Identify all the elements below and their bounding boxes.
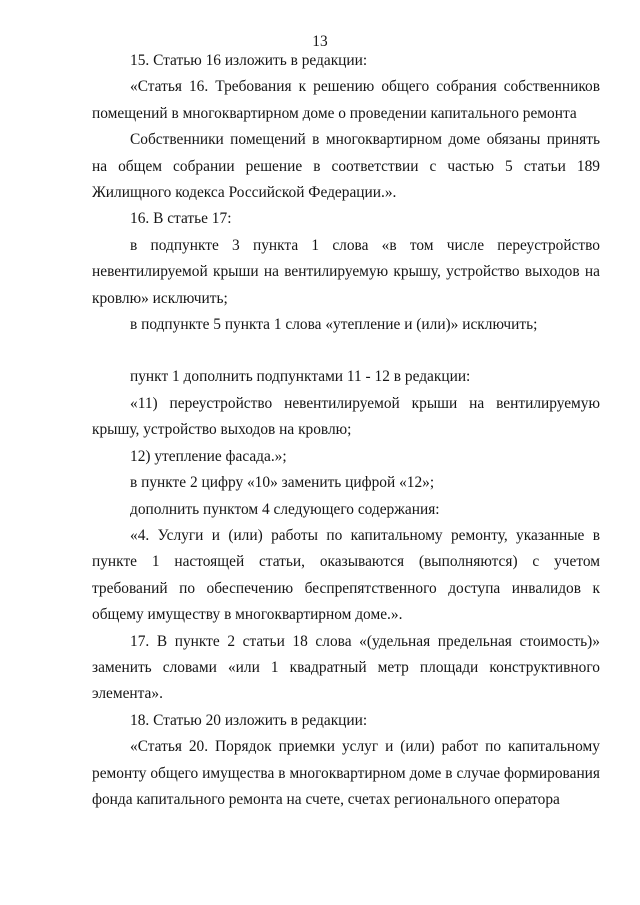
paragraph-point-4-addition: дополнить пунктом 4 следующего содержания: bbox=[130, 500, 440, 518]
paragraph-point-1-addition: пункт 1 дополнить подпунктами 11 - 12 в редакции: bbox=[130, 368, 471, 386]
paragraph-article-16-text: Собственники помещений в многоквартирном доме обязаны принять на общем собрании решение в соответствии с частью 5 статьи 189 Жилищного кодекса Российской Федерации.». bbox=[92, 131, 600, 202]
paragraph-subpoint-12: 12) утепление фасада.»; bbox=[130, 447, 287, 465]
document-body bbox=[92, 48, 600, 813]
paragraph-subpoint-11: «11) переустройство невентилируемой крыши на вентилируемую крышу, устройство выходов на кровлю; bbox=[92, 394, 600, 439]
paragraph-item-16-heading: 16. В статье 17: bbox=[130, 210, 232, 228]
paragraph-point-4-text: «4. Услуги и (или) работы по капитальному ремонту, указанные в пункте 1 настоящей статьи, оказываются (выполняются) с учетом требований по обеспечению беспрепятственного доступа инвалидов к общему имуществу в многоквартирном доме.». bbox=[92, 526, 600, 624]
page-number: 13 bbox=[312, 33, 328, 50]
paragraph-gap bbox=[92, 338, 600, 364]
paragraph-item-15-heading: 15. Статью 16 изложить в редакции: bbox=[130, 52, 368, 69]
paragraph-article-20-title: «Статья 20. Порядок приемки услуг и (или) работ по капитальному ремонту общего имущества в многоквартирном доме в случае формирования фонда капитального ремонта на счете, счетах регионального оператора bbox=[92, 738, 600, 808]
paragraph-subpoint-5-amendment: в подпункте 5 пункта 1 слова «утепление и (или)» исключить; bbox=[130, 316, 538, 334]
paragraph-point-2-amendment: в пункте 2 цифру «10» заменить цифрой «12»; bbox=[130, 474, 435, 492]
paragraph-article-16-title: «Статья 16. Требования к решению общего собрания собственников помещений в многоквартирном доме о проведении капитального ремонта bbox=[92, 78, 600, 122]
paragraph-item-17: 17. В пункте 2 статьи 18 слова «(удельная предельная стоимость)» заменить словами «или 1 квадратный метр площади конструктивного элемента». bbox=[92, 632, 600, 703]
paragraph-item-18-heading: 18. Статью 20 изложить в редакции: bbox=[130, 711, 368, 729]
paragraph-subpoint-3-amendment: в подпункте 3 пункта 1 слова «в том числе переустройство невентилируемой крыши на вентилируемую крышу, устройство выходов на кровлю» исключить; bbox=[92, 236, 600, 307]
